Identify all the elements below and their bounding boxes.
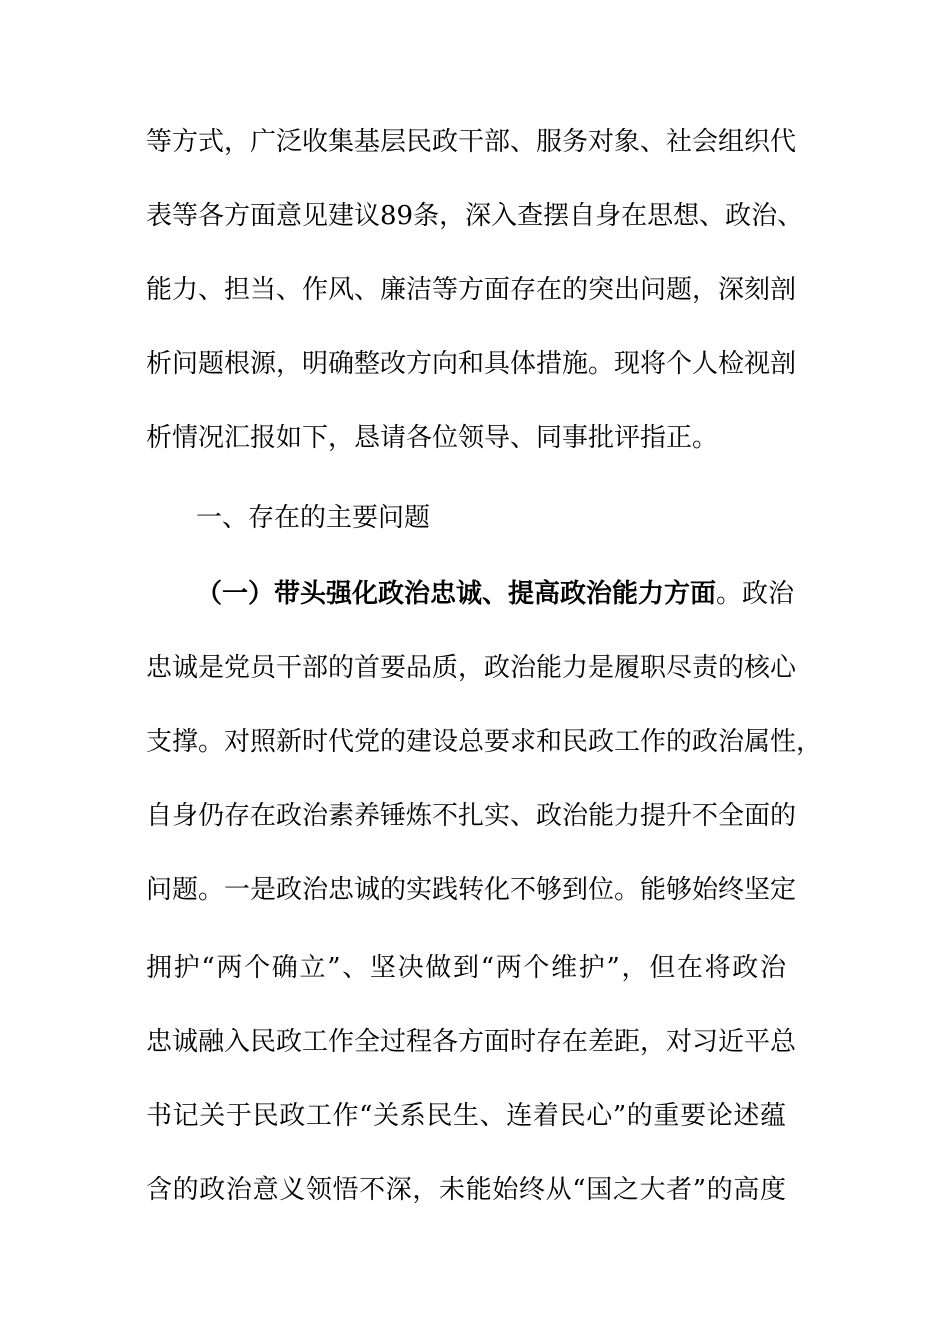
subsection-title: （一）带头强化政治忠诚、提高政治能力方面 [196,579,717,609]
intro-line-4: 析问题根源，明确整改方向和具体措施。现将个人检视剖 [146,349,797,379]
section-heading: 一、存在的主要问题 [196,503,431,533]
body-line-6: 忠诚融入民政工作全过程各方面时存在差距，对习近平总 [146,1027,797,1057]
body-line-3: 自身仍存在政治素养锤炼不扎实、政治能力提升不全面的 [146,801,797,831]
intro-line-3: 能力、担当、作风、廉洁等方面存在的突出问题，深刻剖 [146,275,797,305]
body-line-8: 含的政治意义领悟不深，未能始终从“国之大者”的高度 [146,1175,786,1205]
body-line-2: 支撑。对照新时代党的建设总要求和民政工作的政治属性， [146,727,823,757]
body-line-7: 书记关于民政工作“关系民生、连着民心”的重要论述蕴 [146,1101,786,1131]
body-line-4: 问题。一是政治忠诚的实践转化不够到位。能够始终坚定 [146,875,797,905]
intro-line-1: 等方式，广泛收集基层民政干部、服务对象、社会组织代 [146,127,797,157]
intro-line-2: 表等各方面意见建议89条，深入查摆自身在思想、政治、 [146,201,804,231]
body-line-1: 忠诚是党员干部的首要品质，政治能力是履职尽责的核心 [146,653,797,683]
subsection-lead-rest: 。政治 [716,579,795,609]
intro-line-5: 析情况汇报如下，恳请各位领导、同事批评指正。 [146,423,719,453]
body-line-5: 拥护“两个确立”、坚决做到“两个维护”，但在将政治 [146,953,786,983]
subsection-lead-line [196,576,795,612]
